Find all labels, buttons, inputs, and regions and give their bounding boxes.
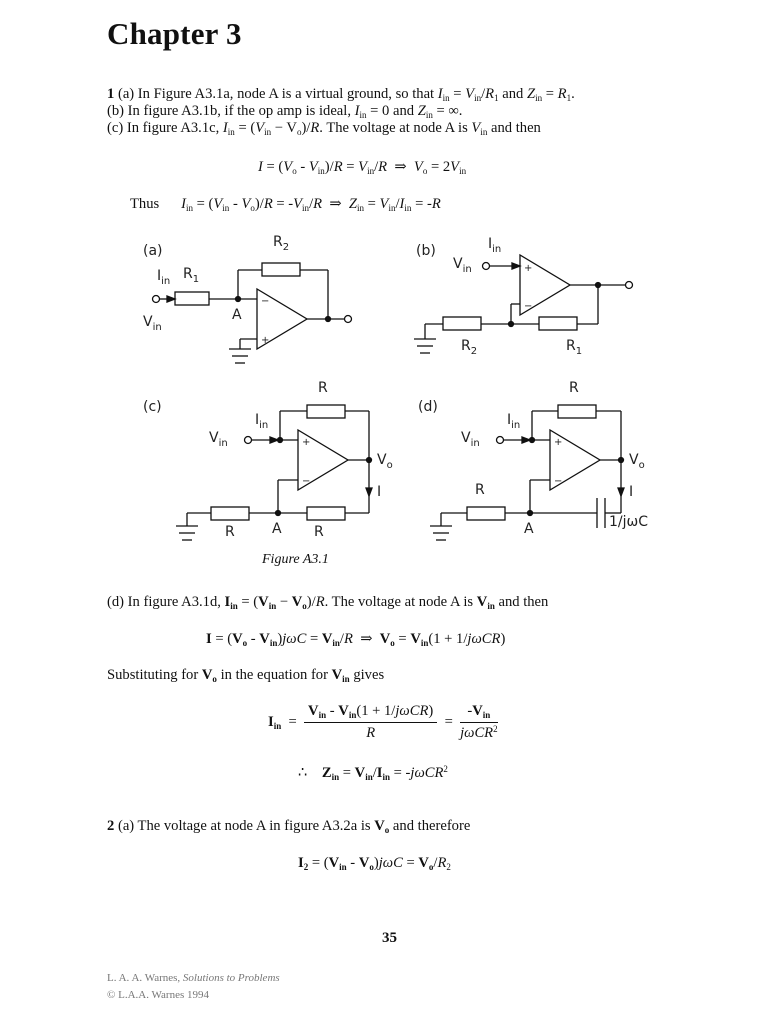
problem-2a-line: 2 (a) The voltage at node A in figure A3.2a is $V_o$ and therefore: [107, 818, 471, 835]
label-d-vo: $V_o$: [629, 452, 645, 471]
problem-2-number: 2: [107, 818, 115, 834]
label-b-minus: −: [524, 301, 533, 312]
footer-copyright: © L.A.A. Warnes 1994: [107, 989, 209, 1001]
label-c-r-top: R: [318, 380, 328, 396]
substituting-mid: in the equation for: [216, 667, 332, 683]
equation-thus: Thus $I_{in} = (V_{in} - V_o)/R = -V_{in}/R$ ⇒ $Z_{in} = V_{in}/I_{in} = -R$: [130, 196, 441, 213]
label-d-r-left: R: [475, 482, 485, 498]
label-a-minus: −: [261, 296, 270, 307]
therefore-symbol: ∴: [298, 765, 308, 781]
problem-1d-line: (d) In figure A3.1d, $I_{in} = (V_{in} - V_o)/R$. The voltage at node A is $V_{in}$ and then: [107, 594, 549, 611]
figure-caption: Figure A3.1: [262, 552, 329, 567]
label-a-iin: $I_{in}$: [157, 268, 171, 287]
problem-1c-mid: . The voltage at node A is: [319, 120, 472, 136]
label-c-iin: $I_{in}$: [255, 412, 269, 431]
label-d-capacitor: 1/jωC: [609, 514, 649, 530]
label-a-node: A: [232, 307, 242, 323]
label-b: (b): [416, 243, 436, 259]
label-d-vin: $V_{in}$: [461, 430, 480, 449]
thus-label: Thus: [130, 196, 160, 212]
label-b-iin: $I_{in}$: [488, 236, 502, 255]
label-c-vo: $V_o$: [377, 452, 393, 471]
label-a-vin: $V_{in}$: [143, 314, 162, 333]
problem-1d-text: (d) In figure A3.1d,: [107, 594, 225, 610]
figure-a3-1-circuits: [135, 228, 675, 553]
problem-1d-mid: . The voltage at node A is: [324, 594, 477, 610]
label-b-vin: $V_{in}$: [453, 256, 472, 275]
label-c-plus: +: [302, 437, 311, 448]
label-b-r2: $R_2$: [461, 338, 478, 357]
label-a-r2: $R_2$: [273, 234, 290, 253]
label-c-r-left: R: [225, 524, 235, 540]
problem-1b-line: (b) In figure A3.1b, if the op amp is ideal, $I_{in} = 0$ and $Z_{in}$ = ∞.: [107, 103, 463, 120]
label-b-plus: +: [524, 263, 533, 274]
problem-2a-end: and therefore: [389, 818, 471, 834]
label-d-node: A: [524, 521, 534, 537]
chapter-title: Chapter 3: [107, 16, 242, 51]
substituting-line: Substituting for $V_o$ in the equation for $V_{in}$ gives: [107, 667, 385, 684]
label-d-iin: $I_{in}$: [507, 412, 521, 431]
problem-1a-text: (a) In Figure A3.1a, node A is a virtual ground, so that: [117, 86, 438, 102]
label-a-r1: $R_1$: [183, 266, 200, 285]
footer-author: [107, 972, 280, 984]
label-d-minus: −: [554, 476, 563, 487]
problem-1a-line: 1 (a) In Figure A3.1a, node A is a virtual ground, so that $I_{in} = V_{in}/R_1$ and $Z_{in} = R_1$.: [107, 86, 575, 103]
equation-iin-fraction: $I_{in}$ = $\frac{V_{in} - V_{in}(1 + 1/j\omega CR)}{R}$ = $\frac{-V_{in}}{j\omega CR^2}$: [268, 703, 498, 741]
equation-i-vo: $I = (V_o - V_{in})/R = V_{in}/R$ ⇒ $V_o = 2V_{in}$: [258, 159, 467, 176]
label-c: (c): [143, 399, 162, 415]
circuit-c: [176, 405, 372, 540]
label-a-plus: +: [261, 335, 270, 346]
problem-number: 1: [107, 86, 115, 102]
problem-1c-line: (c) In figure A3.1c, $I_{in} = (V_{in} - V_o)/R$. The voltage at node A is $V_{in}$ and then: [107, 120, 541, 137]
label-c-vin: $V_{in}$: [209, 430, 228, 449]
problem-1c-end: and then: [487, 120, 541, 136]
problem-1c-text: (c) In figure A3.1c,: [107, 120, 223, 136]
footer-book-title: Solutions to Problems: [182, 972, 280, 984]
circuit-d: [430, 405, 624, 540]
substituting-text: Substituting for: [107, 667, 202, 683]
label-c-minus: −: [302, 476, 311, 487]
equation-zin: ∴ $Z_{in} = V_{in}/I_{in} = -j\omega CR^2$: [298, 764, 448, 782]
label-c-node: A: [272, 521, 282, 537]
label-d-i: I: [629, 484, 634, 500]
problem-2a-text: (a) The voltage at node A in figure A3.2a is: [117, 818, 375, 834]
substituting-end: gives: [349, 667, 385, 683]
page-number: 35: [382, 930, 397, 946]
equation-d-vo: $I = (V_o - V_{in})j\omega C = V_{in}/R$ ⇒ $V_o = V_{in}(1 + 1/j\omega CR)$: [206, 631, 506, 648]
fraction-1: $\frac{V_{in} - V_{in}(1 + 1/j\omega CR)}{R}$: [304, 703, 437, 742]
label-d-plus: +: [554, 437, 563, 448]
label-b-r1: $R_1$: [566, 338, 583, 357]
fraction-2: $\frac{-V_{in}}{j\omega CR^2}$: [460, 703, 498, 741]
label-d-r-top: R: [569, 380, 579, 396]
footer-author-name: L. A. A. Warnes,: [107, 972, 183, 984]
equation-i2: $I_2 = (V_{in} - V_o)j\omega C = V_o/R_2$: [298, 855, 451, 872]
label-c-i: I: [377, 484, 382, 500]
problem-1b-text: (b) In figure A3.1b, if the op amp is ideal,: [107, 103, 355, 119]
label-a: (a): [143, 243, 163, 259]
label-d: (d): [418, 399, 438, 415]
problem-1d-end: and then: [494, 594, 549, 610]
label-c-r-bottom: R: [314, 524, 324, 540]
